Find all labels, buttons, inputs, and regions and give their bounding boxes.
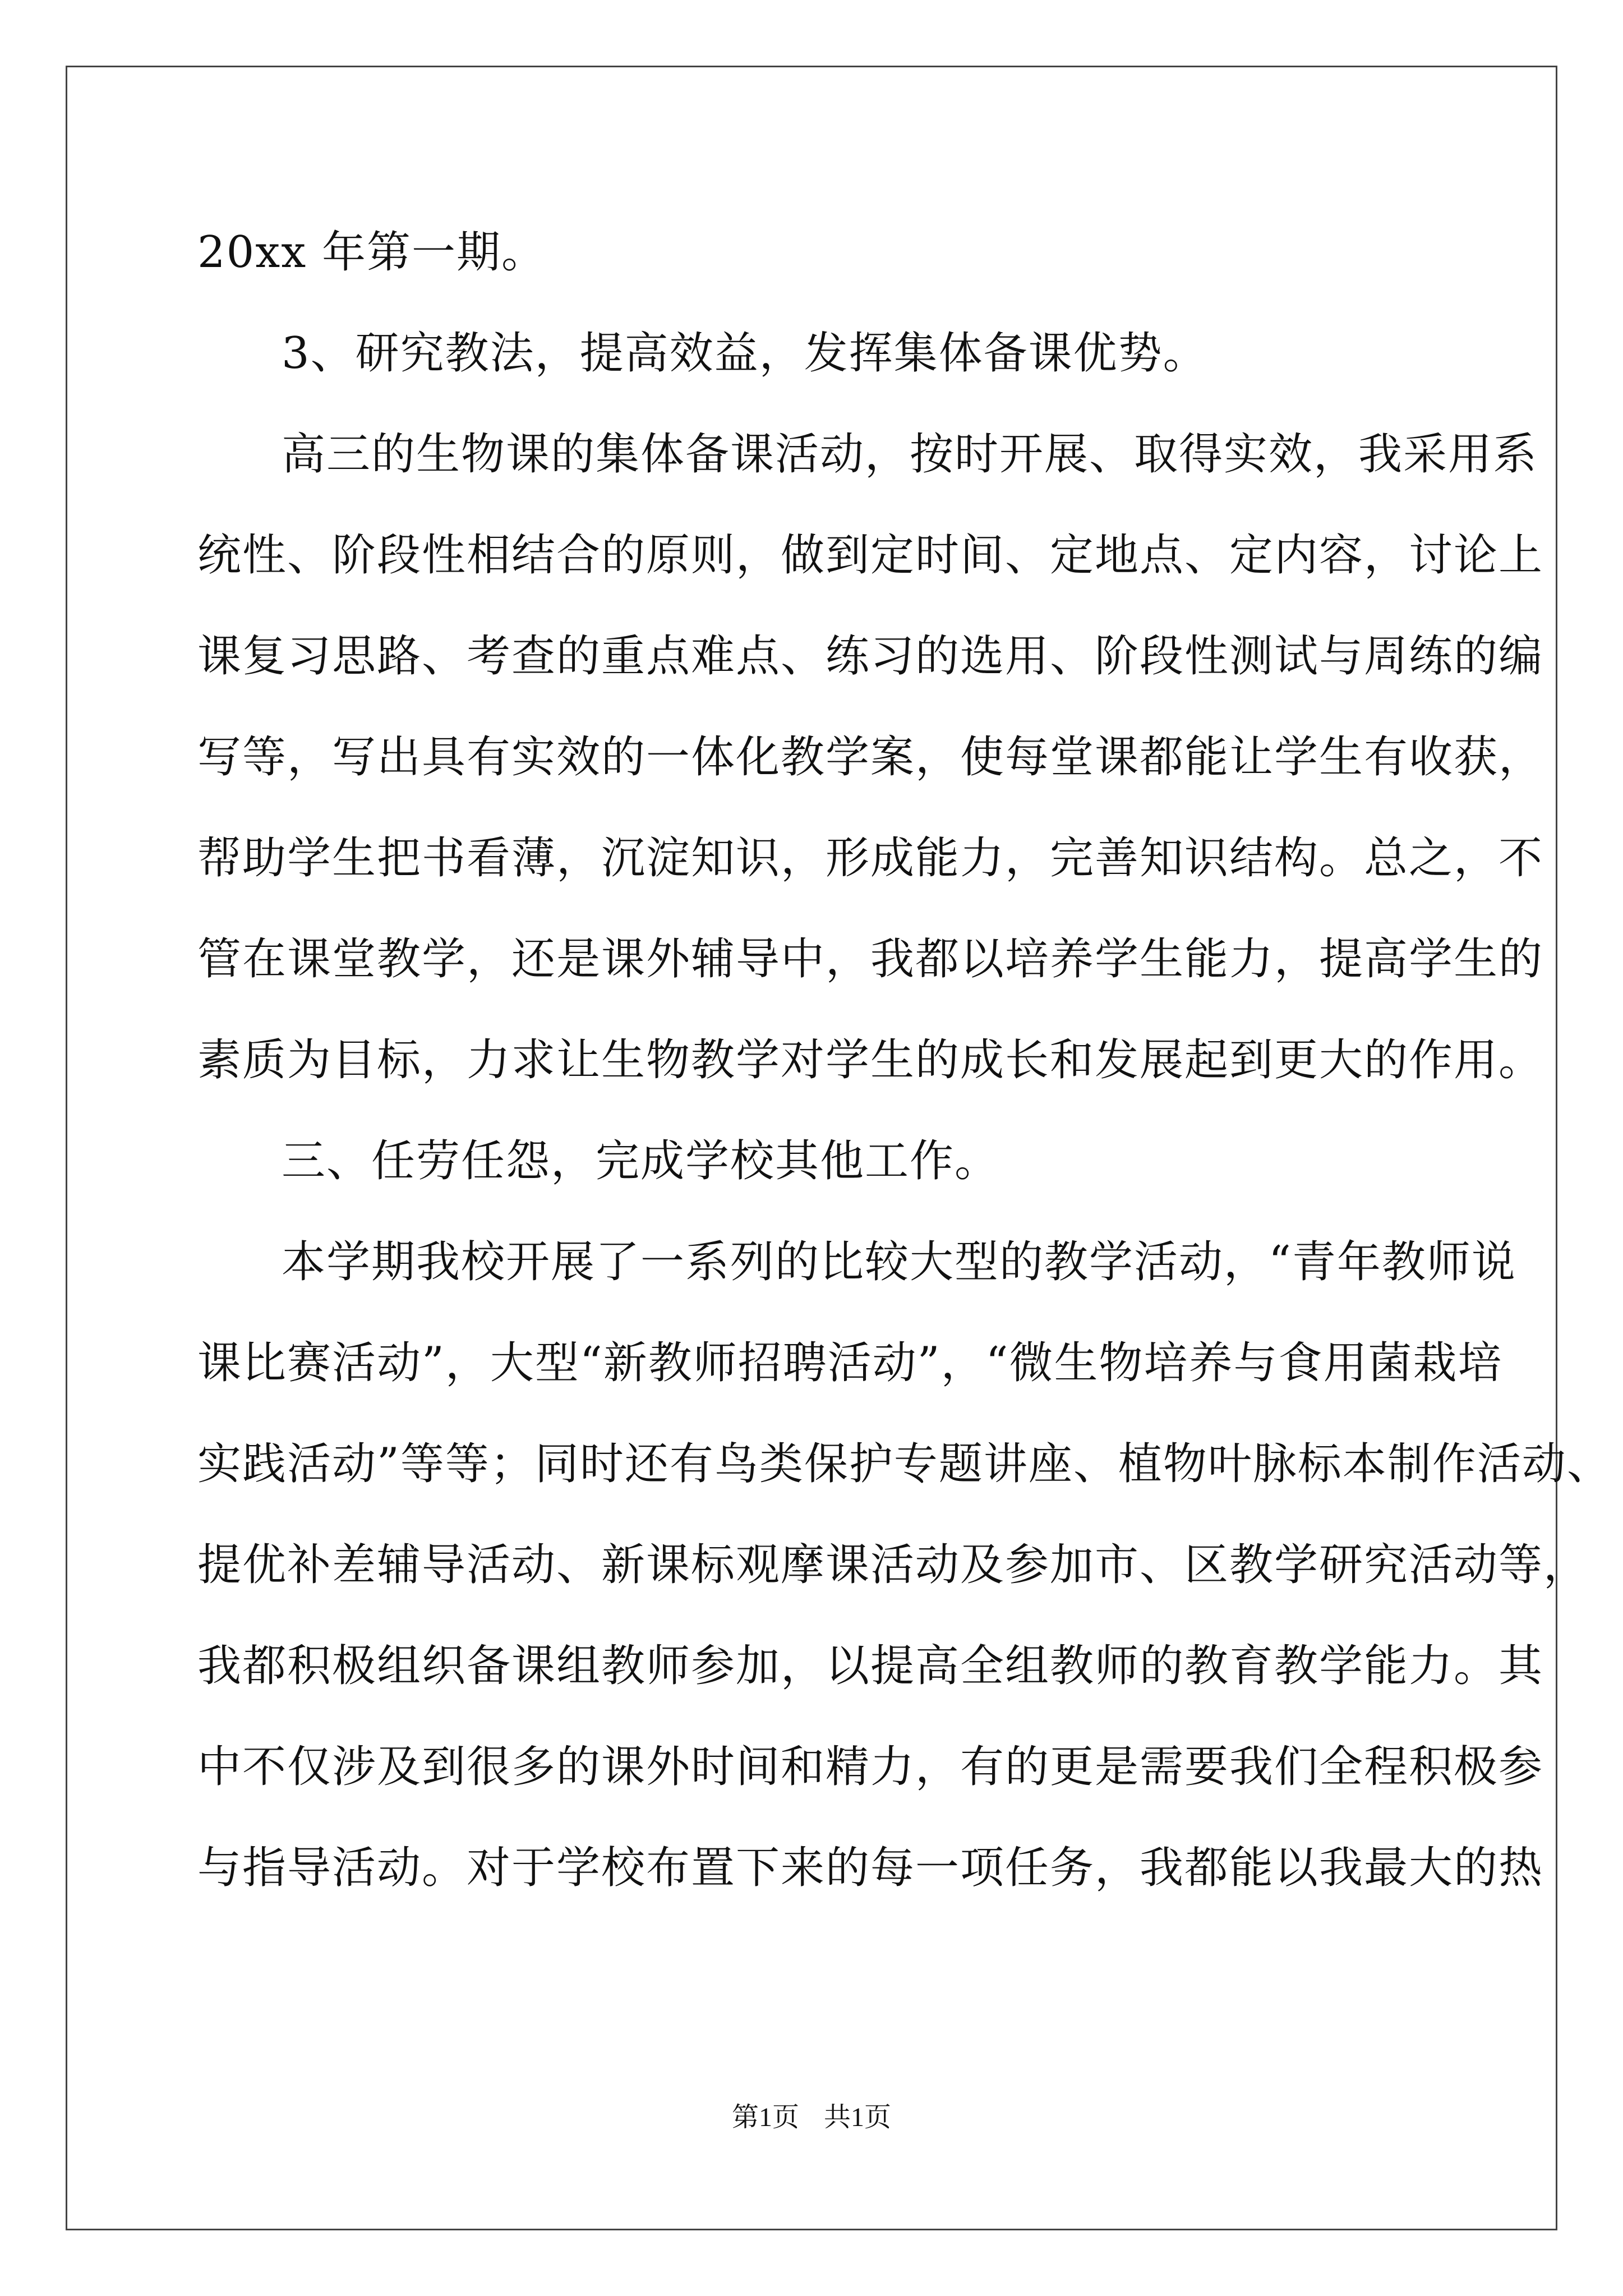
- text-line: 统性、阶段性相结合的原则，做到定时间、定地点、定内容，讨论上: [197, 530, 1544, 581]
- text-line: 素质为目标，力求让生物教学对学生的成长和发展起到更大的作用。: [197, 1035, 1544, 1085]
- text-line: 20xx 年第一期。: [197, 227, 547, 278]
- text-line: 写等，写出具有实效的一体化教学案，使每堂课都能让学生有收获，: [197, 732, 1544, 783]
- text-line: 管在课堂教学，还是课外辅导中，我都以培养学生能力，提高学生的: [197, 934, 1544, 984]
- text-line: 帮助学生把书看薄，沉淀知识，形成能力，完善知识结构。总之，不: [197, 833, 1544, 884]
- text-line: 我都积极组织备课组教师参加，以提高全组教师的教育教学能力。其: [197, 1641, 1544, 1691]
- text-line: 实践活动”等等；同时还有鸟类保护专题讲座、植物叶脉标本制作活动、: [197, 1439, 1612, 1489]
- page-footer: [0, 2101, 1623, 2134]
- text-line: 提优补差辅导活动、新课标观摩课活动及参加市、区教学研究活动等，: [197, 1540, 1589, 1590]
- section-heading: 3、研究教法，提高效益，发挥集体备课优势。: [282, 328, 1208, 379]
- text-line: 中不仅涉及到很多的课外时间和精力，有的更是需要我们全程积极参: [197, 1742, 1544, 1792]
- text-line: 课复习思路、考查的重点难点、练习的选用、阶段性测试与周练的编: [197, 631, 1544, 682]
- page-number: 第1页: [731, 2102, 799, 2132]
- text-line: 课比赛活动”，大型“新教师招聘活动”，“微生物培养与食用菌栽培: [197, 1338, 1503, 1388]
- page-total: 共1页: [824, 2102, 892, 2132]
- section-heading: 三、任劳任怨，完成学校其他工作。: [282, 1136, 1000, 1186]
- text-line: 高三的生物课的集体备课活动，按时开展、取得实效，我采用系: [282, 429, 1538, 480]
- text-line: 本学期我校开展了一系列的比较大型的教学活动，“青年教师说: [282, 1237, 1516, 1287]
- text-line: 与指导活动。对于学校布置下来的每一项任务，我都能以我最大的热: [197, 1843, 1544, 1893]
